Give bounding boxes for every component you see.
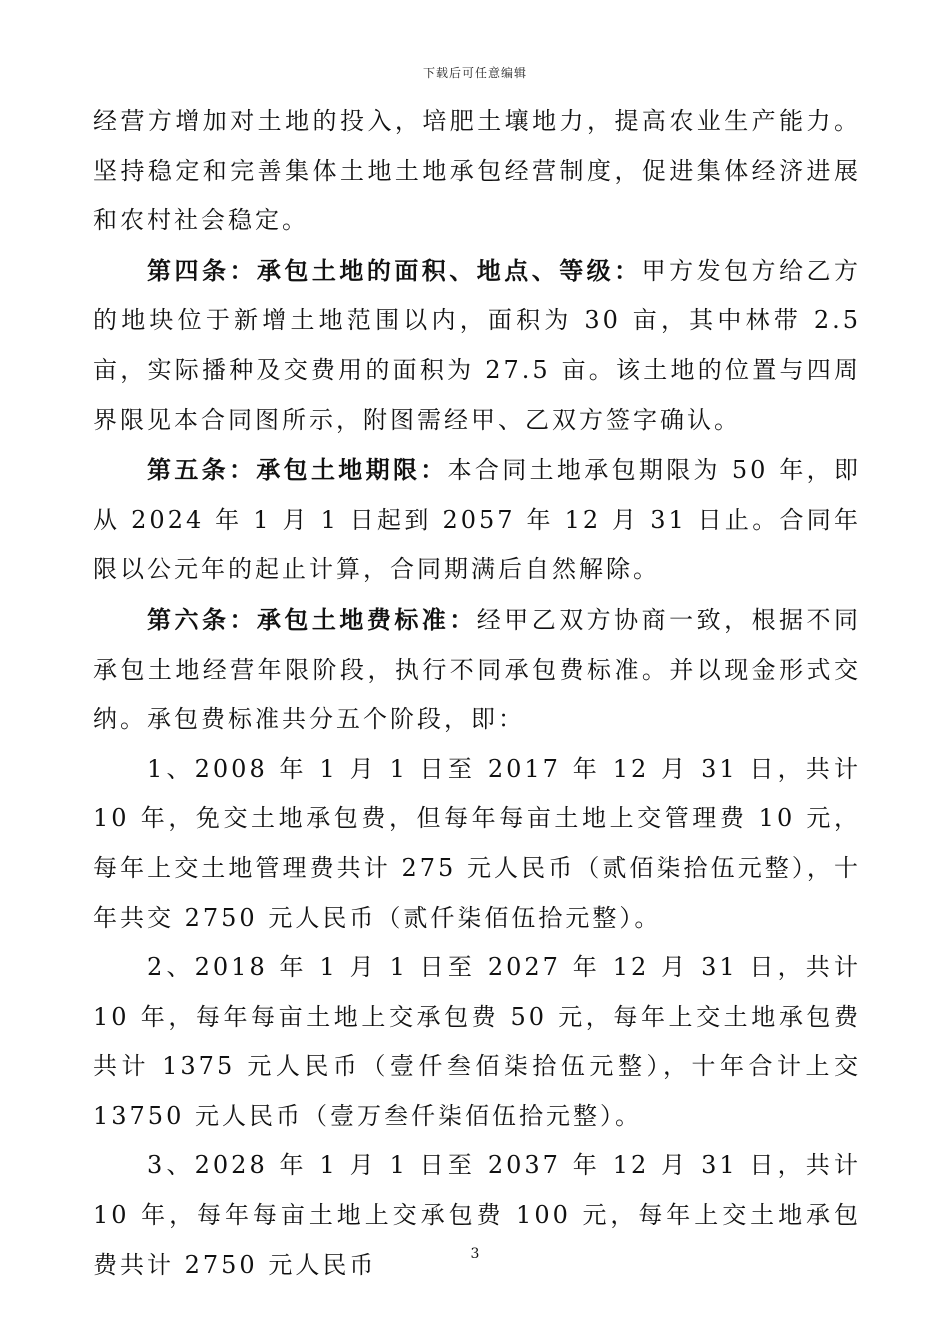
article-heading: 第六条：承包土地费标准：	[147, 604, 477, 634]
article-heading: 第四条：承包土地的面积、地点、等级：	[147, 255, 642, 285]
paragraph-text: 1、2008 年 1 月 1 日至 2017 年 12 月 31 日，共计 10 年，免交土地承包费，但每年每亩土地上交管理费 10 元，每年上交土地管理费共计 275 元人民币（贰佰柒拾伍元整），十年共交 2750 元人民币（贰仟柒佰伍拾元整）。	[93, 754, 861, 932]
paragraph-stage-2	[93, 943, 861, 1141]
header-note: 下载后可任意编辑	[422, 66, 527, 80]
paragraph-text: 本合同土地承包期限为 50 年，即从 2024 年 1 月 1 日起到 2057 年 12 月 31 日止。合同年限以公元年的起止计算，合同期满后自然解除。	[93, 456, 861, 584]
article-heading: 第五条：承包土地期限：	[147, 455, 448, 485]
paragraph-text: 甲方发包方给乙方的地块位于新增土地范围以内，面积为 30 亩，其中林带 2.5 亩，实际播种及交费用的面积为 27.5 亩。该土地的位置与四周界限见本合同图所示，附图需经甲、乙双方签字确认。	[93, 256, 862, 434]
paragraph-article-4	[93, 246, 861, 445]
body-text	[93, 97, 861, 1290]
paragraph-intro-continuation	[93, 97, 861, 246]
paragraph-text: 2、2018 年 1 月 1 日至 2027 年 12 月 31 日，共计 10 年，每年每亩土地上交承包费 50 元，每年上交土地承包费共计 1375 元人民币（壹仟叁佰柒拾伍元整），十年合计上交 13750 元人民币（壹万叁仟柒佰伍拾元整）。	[93, 953, 861, 1130]
page-number: 3	[470, 1246, 480, 1262]
paragraph-text: 3、2028 年 1 月 1 日至 2037 年 12 月 31 日，共计 10 年，每年每亩土地上交承包费 100 元，每年上交土地承包费共计 2750 元人民币	[93, 1151, 861, 1279]
paragraph-article-6	[93, 595, 861, 745]
paragraph-stage-1	[93, 745, 861, 943]
paragraph-article-5	[93, 445, 861, 595]
paragraph-text: 经营方增加对土地的投入，培肥土壤地力，提高农业生产能力。坚持稳定和完善集体土地土地承包经营制度，促进集体经济进展和农村社会稳定。	[93, 107, 861, 235]
paragraph-stage-3	[93, 1141, 861, 1290]
paragraph-text: 经甲乙双方协商一致，根据不同承包土地经营年限阶段，执行不同承包费标准。并以现金形式交纳。承包费标准共分五个阶段，即：	[93, 605, 862, 734]
